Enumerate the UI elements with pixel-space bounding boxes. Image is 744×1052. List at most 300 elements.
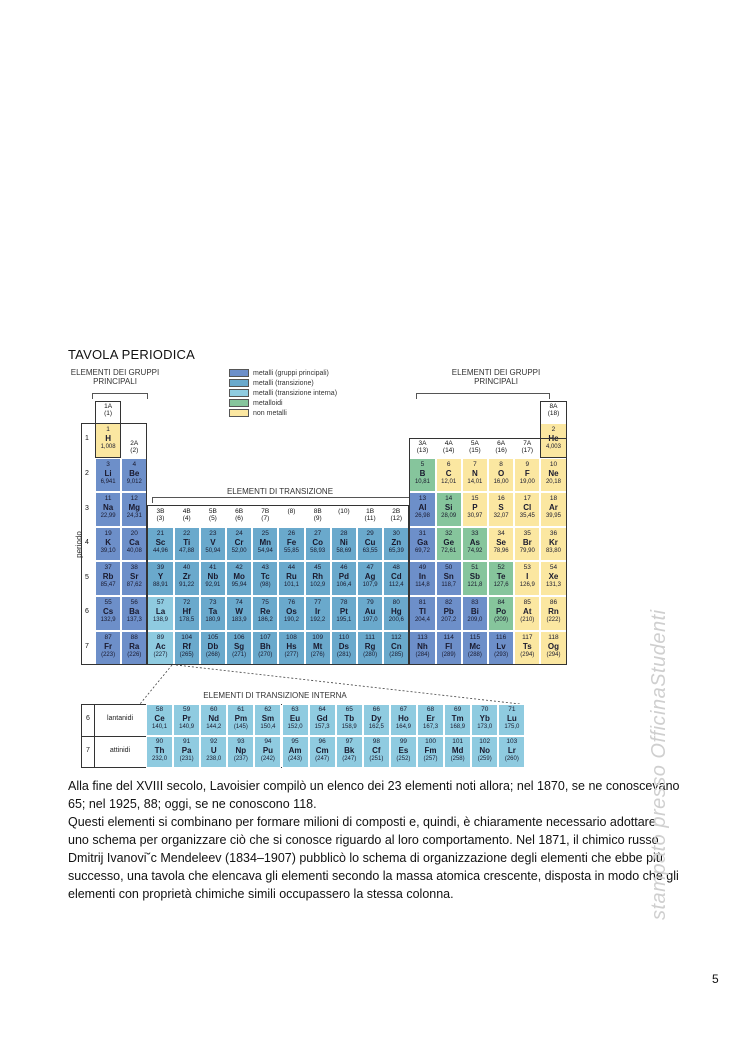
atomic-mass: 200,6: [388, 617, 404, 623]
atomic-number: 66: [372, 706, 380, 713]
group-label: 5A (15): [469, 439, 481, 454]
atomic-number: 48: [392, 564, 400, 572]
atomic-number: 89: [156, 633, 165, 641]
inner-period-number: 7: [86, 747, 90, 754]
atomic-mass: 190,2: [283, 617, 299, 623]
legend-label: metalloidi: [253, 399, 283, 407]
atomic-number: 51: [471, 564, 479, 572]
atomic-mass: 19,00: [519, 478, 535, 485]
atomic-mass: (231): [179, 756, 194, 762]
atomic-number: 101: [452, 738, 464, 745]
atomic-mass: 79,90: [519, 547, 535, 554]
atomic-mass: 26,98: [414, 513, 430, 520]
element-symbol: Th: [154, 746, 165, 755]
element-symbol: Lr: [507, 746, 516, 755]
atomic-number: 90: [155, 738, 164, 745]
atomic-number: 95: [291, 738, 299, 745]
inner-element-cell: [444, 704, 471, 736]
atomic-mass: 164,9: [395, 724, 411, 730]
atomic-mass: 39,10: [100, 547, 116, 554]
element-symbol: Po: [495, 607, 507, 616]
element-symbol: Na: [102, 503, 114, 513]
inner-element-cell: [282, 704, 309, 736]
element-symbol: Be: [129, 468, 140, 478]
atomic-mass: (98): [259, 582, 271, 589]
atomic-number: 35: [523, 529, 531, 537]
atomic-mass: 78,96: [493, 547, 509, 554]
atomic-number: 85: [523, 599, 531, 606]
inner-element-cell: [200, 704, 227, 736]
element-symbol: Ga: [417, 537, 428, 547]
inner-element-cell: [254, 704, 281, 736]
element-symbol: Bk: [344, 746, 355, 755]
atomic-mass: 35,45: [519, 513, 535, 520]
element-symbol: Cm: [315, 746, 329, 755]
group-label: 4A (14): [442, 439, 455, 454]
element-symbol: Eu: [289, 714, 301, 723]
element-symbol: Mt: [313, 641, 323, 651]
atomic-number: 21: [156, 529, 165, 537]
atomic-number: 49: [418, 564, 427, 572]
element-symbol: Cl: [523, 503, 532, 513]
atomic-mass: (227): [153, 651, 168, 658]
element-symbol: Te: [496, 572, 506, 582]
element-symbol: Nb: [207, 572, 219, 582]
element-symbol: Ni: [339, 537, 348, 547]
atomic-mass: 140,1: [152, 724, 168, 730]
element-symbol: Lv: [496, 641, 506, 651]
atomic-mass: 157,3: [314, 724, 330, 730]
atomic-mass: (268): [205, 651, 220, 658]
inner-element-cell: [444, 736, 471, 768]
atomic-mass: (260): [504, 756, 519, 762]
atomic-number: 20: [130, 529, 138, 537]
atomic-number: 70: [481, 706, 489, 713]
atomic-number: 56: [130, 599, 138, 606]
inner-element-cell: [471, 736, 498, 768]
element-symbol: Yb: [479, 714, 490, 723]
element-symbol: Ba: [129, 607, 140, 616]
atomic-mass: 106,4: [336, 582, 352, 589]
element-symbol: N: [472, 468, 478, 478]
element-symbol: Hs: [286, 641, 297, 651]
atomic-mass: 52,00: [231, 547, 247, 554]
atomic-number: 65: [345, 706, 353, 713]
transition-label: ELEMENTI DI TRANSIZIONE: [226, 487, 334, 496]
element-symbol: Rf: [182, 641, 191, 651]
inner-element-cell: [498, 736, 525, 768]
atomic-number: 45: [314, 564, 322, 572]
atomic-mass: (226): [127, 651, 142, 658]
element-symbol: Hg: [390, 607, 402, 616]
atomic-number: 2: [551, 426, 556, 433]
inner-element-cell: [227, 704, 254, 736]
atomic-number: 112: [391, 633, 402, 641]
atomic-mass: 162,5: [368, 724, 384, 730]
element-symbol: Fe: [286, 537, 297, 547]
atomic-mass: 20,18: [545, 478, 561, 485]
atomic-mass: 132,9: [100, 617, 116, 623]
element-symbol: Ho: [398, 714, 409, 723]
atomic-number: 83: [471, 599, 479, 606]
element-symbol: I: [526, 572, 529, 582]
legend-label: non metalli: [253, 409, 287, 417]
period-number: 5: [85, 573, 89, 581]
atomic-mass: (210): [520, 617, 535, 623]
element-symbol: Ds: [338, 641, 349, 651]
atomic-mass: (247): [315, 756, 330, 762]
atomic-number: 98: [372, 738, 380, 745]
atomic-number: 103: [506, 738, 518, 745]
atomic-number: 14: [445, 495, 453, 503]
atomic-number: 106: [233, 633, 245, 641]
inner-element-cell: [146, 736, 173, 768]
atomic-mass: (243): [288, 756, 303, 762]
group-label: 6A (16): [495, 439, 507, 454]
period-number: 7: [85, 642, 89, 650]
group-label: 8B (9): [313, 507, 322, 522]
atomic-mass: 88,91: [152, 582, 168, 589]
element-symbol: Cn: [390, 641, 402, 651]
element-symbol: Pm: [234, 714, 248, 723]
atomic-number: 69: [454, 706, 462, 713]
inner-period-number: 6: [86, 715, 90, 722]
element-symbol: Ti: [183, 537, 191, 547]
atomic-mass: 63,55: [362, 547, 378, 554]
atomic-number: 54: [549, 564, 558, 572]
atomic-mass: (294): [520, 651, 535, 658]
atomic-number: 18: [549, 495, 558, 503]
atomic-mass: 207,2: [441, 617, 457, 623]
atomic-mass: 95,94: [231, 582, 247, 589]
element-symbol: Rg: [364, 641, 376, 651]
element-symbol: At: [523, 607, 532, 616]
atomic-number: 11: [104, 495, 112, 503]
atomic-mass: (252): [396, 756, 411, 762]
element-symbol: Se: [496, 537, 506, 547]
atomic-number: 108: [286, 633, 297, 641]
atomic-number: 33: [471, 529, 479, 537]
atomic-number: 53: [523, 564, 531, 572]
atomic-number: 86: [549, 599, 558, 606]
inner-element-cell: [254, 736, 281, 768]
inner-element-cell: [336, 704, 363, 736]
atomic-mass: 180,9: [205, 617, 221, 623]
atomic-number: 5: [420, 460, 425, 468]
element-symbol: Rb: [102, 572, 114, 582]
atomic-number: 113: [417, 633, 428, 641]
group-label: 1A (1): [104, 403, 113, 417]
atomic-number: 74: [235, 599, 243, 606]
atomic-number: 62: [264, 706, 272, 713]
element-symbol: Ar: [549, 503, 558, 513]
atomic-mass: 85,47: [100, 582, 116, 589]
page-title: TAVOLA PERIODICA: [68, 347, 195, 362]
element-symbol: Dy: [371, 714, 382, 723]
element-symbol: Ac: [155, 641, 166, 651]
group-label: 5B (5): [208, 507, 217, 522]
element-symbol: C: [445, 468, 452, 478]
atomic-number: 79: [366, 599, 374, 606]
atomic-mass: (258): [450, 756, 465, 762]
atomic-mass: 58,69: [336, 547, 352, 554]
element-symbol: Bh: [259, 641, 271, 651]
atomic-mass: 72,61: [441, 547, 457, 554]
atomic-number: 73: [209, 599, 217, 606]
inner-element-cell: [417, 704, 444, 736]
element-symbol: P: [472, 503, 478, 513]
element-symbol: La: [155, 607, 166, 616]
element-symbol: Cs: [102, 607, 114, 616]
element-symbol: Xe: [548, 572, 559, 582]
element-symbol: Sn: [443, 572, 454, 582]
inner-element-cell: [363, 704, 390, 736]
atomic-mass: (285): [389, 651, 404, 658]
atomic-mass: 204,4: [414, 617, 430, 623]
atomic-mass: 9,012: [126, 478, 142, 485]
element-symbol: Pr: [182, 714, 191, 723]
atomic-mass: (270): [258, 651, 273, 658]
atomic-number: 114: [443, 633, 454, 641]
element-symbol: Fl: [445, 641, 453, 651]
atomic-mass: 112,4: [388, 582, 404, 589]
atomic-number: 27: [314, 529, 322, 537]
element-symbol: Pu: [262, 746, 274, 755]
atomic-number: 71: [508, 706, 516, 713]
atomic-number: 57: [156, 599, 165, 606]
element-symbol: Sb: [469, 572, 480, 582]
element-symbol: Cu: [364, 537, 376, 547]
element-symbol: Si: [444, 503, 453, 513]
atomic-number: 30: [392, 529, 400, 537]
element-symbol: As: [469, 537, 480, 547]
atomic-mass: 55,85: [283, 547, 299, 554]
atomic-mass: 74,92: [467, 547, 483, 554]
atomic-mass: 238,0: [206, 756, 222, 762]
element-symbol: Og: [547, 641, 560, 651]
atomic-mass: 197,0: [362, 617, 378, 623]
atomic-mass: 50,94: [205, 547, 221, 554]
element-symbol: Sc: [155, 537, 166, 547]
atomic-number: 104: [181, 633, 193, 641]
atomic-mass: (259): [477, 756, 492, 762]
group-label: 2B (12): [390, 507, 403, 522]
element-symbol: Np: [235, 746, 247, 755]
inner-row-name: attinidi: [109, 747, 131, 754]
atomic-number: 115: [469, 633, 481, 641]
atomic-number: 50: [445, 564, 453, 572]
inner-row-name: lantanidi: [106, 715, 134, 722]
period-number: 4: [85, 539, 89, 547]
atomic-mass: 186,2: [257, 617, 273, 623]
group-label: (10): [338, 507, 350, 515]
atomic-number: 111: [365, 633, 376, 641]
element-symbol: Re: [260, 607, 271, 616]
group-label: (8): [287, 507, 296, 515]
element-symbol: Nd: [208, 714, 220, 723]
atomic-mass: (242): [260, 756, 275, 762]
inner-element-cell: [336, 736, 363, 768]
atomic-number: 94: [264, 738, 272, 745]
atomic-number: 59: [183, 706, 191, 713]
atomic-number: 118: [548, 633, 559, 641]
group-label: 2A (2): [130, 439, 139, 454]
atomic-number: 36: [549, 529, 558, 537]
inner-element-cell: [227, 736, 254, 768]
atomic-number: 72: [183, 599, 191, 606]
atomic-number: 41: [209, 564, 217, 572]
page-number: 5: [712, 972, 719, 986]
element-symbol: Mn: [259, 537, 272, 547]
inner-label-divider: [94, 704, 95, 768]
atomic-mass: (209): [494, 617, 509, 623]
element-symbol: Mc: [469, 641, 481, 651]
atomic-mass: 173,0: [477, 724, 493, 730]
atomic-number: 110: [338, 633, 350, 641]
inner-element-cell: [309, 704, 336, 736]
atomic-number: 39: [156, 564, 165, 572]
atomic-mass: (271): [232, 651, 247, 658]
element-symbol: Ir: [315, 607, 321, 616]
atomic-mass: (237): [233, 756, 248, 762]
atomic-number: 84: [497, 599, 505, 606]
element-symbol: U: [210, 746, 217, 755]
atomic-number: 32: [445, 529, 453, 537]
element-symbol: Er: [426, 714, 435, 723]
atomic-mass: 83,80: [545, 547, 561, 554]
element-symbol: S: [498, 503, 504, 513]
atomic-mass: 144,2: [206, 724, 222, 730]
atomic-mass: 22,99: [100, 513, 116, 520]
atomic-mass: 65,39: [388, 547, 404, 554]
element-symbol: Md: [451, 746, 464, 755]
atomic-mass: 107,9: [362, 582, 378, 589]
group-label: 7A (17): [521, 439, 534, 454]
atomic-number: 93: [237, 738, 245, 745]
element-symbol: V: [210, 537, 216, 547]
atomic-mass: 102,9: [310, 582, 326, 589]
atomic-mass: (294): [546, 651, 561, 658]
element-symbol: Tc: [260, 572, 270, 582]
atomic-mass: (293): [494, 651, 509, 658]
atomic-number: 38: [130, 564, 138, 572]
atomic-mass: 118,7: [441, 582, 456, 589]
group-label: 8A (18): [547, 403, 560, 417]
atomic-mass: (288): [467, 651, 482, 658]
atomic-mass: 58,93: [310, 547, 326, 554]
element-symbol: No: [479, 746, 491, 755]
atomic-number: 23: [209, 529, 217, 537]
element-symbol: O: [497, 468, 505, 478]
element-symbol: Am: [288, 746, 302, 755]
element-symbol: Tb: [344, 714, 355, 723]
atomic-mass: 126,9: [519, 582, 535, 589]
atomic-number: 77: [314, 599, 322, 606]
element-symbol: Au: [364, 607, 376, 616]
element-symbol: Sm: [261, 714, 275, 723]
atomic-mass: 140,9: [179, 724, 195, 730]
element-symbol: Zn: [391, 537, 402, 547]
atomic-number: 64: [318, 706, 326, 713]
atomic-number: 42: [235, 564, 243, 572]
element-symbol: Pt: [339, 607, 348, 616]
atomic-mass: 24,31: [126, 513, 142, 520]
periodo-label: periodo: [74, 531, 84, 558]
atomic-mass: 138,9: [152, 617, 168, 623]
atomic-number: 63: [291, 706, 299, 713]
atomic-number: 88: [130, 633, 138, 641]
element-symbol: Pb: [443, 607, 454, 616]
atomic-mass: 158,9: [341, 724, 357, 730]
group-label: 6B (6): [235, 507, 244, 522]
atomic-number: 67: [399, 706, 408, 713]
element-symbol: Y: [157, 572, 164, 582]
period-number: 6: [85, 608, 89, 616]
atomic-number: 81: [418, 599, 427, 606]
element-symbol: Ts: [522, 641, 532, 651]
atomic-mass: 209,0: [467, 617, 483, 623]
atomic-number: 1: [106, 426, 110, 433]
inner-element-cell: [309, 736, 336, 768]
inner-element-cell: [498, 704, 525, 736]
atomic-number: 99: [399, 738, 408, 745]
inner-element-cell: [390, 736, 417, 768]
atomic-mass: 30,97: [467, 513, 483, 520]
element-symbol: Os: [286, 607, 297, 616]
legend-label: metalli (transizione interna): [253, 389, 338, 397]
atomic-number: 44: [287, 564, 296, 572]
element-symbol: Es: [398, 746, 409, 755]
element-symbol: Cr: [234, 537, 244, 547]
group-label: 4B (4): [182, 507, 191, 522]
atomic-number: 16: [497, 495, 505, 503]
legend-label: metalli (gruppi principali): [253, 369, 329, 377]
element-symbol: Pd: [338, 572, 349, 582]
atomic-number: 76: [287, 599, 296, 606]
atomic-number: 12: [130, 495, 138, 503]
atomic-mass: 16,00: [493, 478, 509, 485]
element-symbol: Al: [418, 503, 427, 513]
atomic-mass: 183,9: [231, 617, 247, 623]
atomic-mass: 127,6: [493, 582, 509, 589]
element-symbol: Ce: [154, 714, 165, 723]
atomic-number: 68: [426, 706, 435, 713]
atomic-mass: 121,8: [467, 582, 483, 589]
atomic-mass: (276): [310, 651, 325, 658]
atomic-number: 46: [340, 564, 348, 572]
element-symbol: Tm: [451, 714, 464, 723]
inner-row-divider: [81, 736, 146, 737]
element-symbol: Cf: [372, 746, 381, 755]
atomic-number: 107: [259, 633, 271, 641]
element-symbol: Sg: [233, 641, 245, 651]
atomic-mass: (257): [423, 756, 438, 762]
atomic-number: 3: [106, 460, 110, 468]
atomic-mass: 167,3: [423, 724, 439, 730]
inner-element-cell: [282, 736, 309, 768]
atomic-number: 80: [392, 599, 400, 606]
paragraph-1: Alla fine del XVIII secolo, Lavoisier compilò un elenco dei 23 elementi noti allora; nel 1870, se ne conoscevano 65; nel 1925, 88; oggi, se ne conoscono 118.: [68, 779, 680, 811]
atomic-mass: 39,95: [545, 513, 561, 520]
inner-element-cell: [200, 736, 227, 768]
atomic-mass: (222): [546, 617, 561, 623]
element-symbol: Ag: [364, 572, 376, 582]
body-text: [68, 777, 680, 903]
atomic-number: 37: [104, 564, 112, 572]
element-symbol: Ra: [129, 641, 140, 651]
atomic-number: 52: [497, 564, 505, 572]
atomic-mass: 14,01: [467, 478, 483, 485]
